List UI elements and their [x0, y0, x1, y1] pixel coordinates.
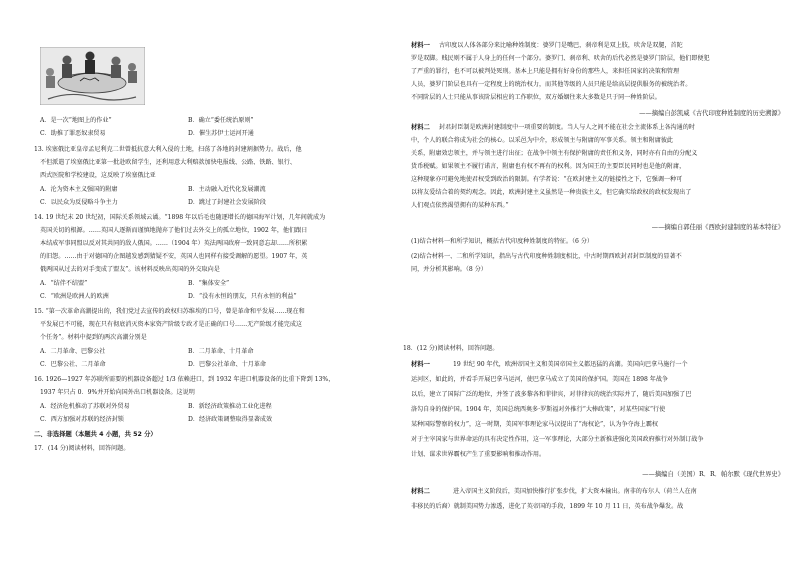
q17-question-2b: 同，并分析其影响。（8 分）	[411, 266, 487, 273]
q15-line-1: 15. “第一次革命高潮提出的，我们党过去宣传的政权归苏维埃的口号，曾是革命和平发展……现在和	[34, 308, 305, 315]
m2-label: 材料二	[411, 124, 430, 131]
m1-line-1: 古印度以人体各部分来比喻种姓制度：婆罗门是嘴巴，刹帝利是双上肢，吠舍是双腿，首陀	[439, 42, 683, 49]
m2-line-1: 封君封臣制是欧洲封建制度中一项重要的制度。当人与人之间不能在社会主流体系上各沟通的时	[439, 124, 695, 131]
q12-option-a: A．是一次“地图上的作业”	[40, 117, 112, 124]
m18-1-line-5: 某种国际警察的权力”，这一时期，美国军事理论家马汉提出了“海权论”，认为争夺海上霸权	[411, 421, 659, 428]
q13-option-c: C．以民众为反侵略斗争主力	[40, 199, 118, 206]
q17-heading: 17．(14 分)阅读材料，回答问题。	[34, 445, 130, 452]
q16-option-a: A．经济危机推动了苏联对外贸易	[40, 403, 130, 410]
q15-option-c: C．巴黎公社、二月革命	[40, 361, 106, 368]
q14-line-1: 14. 19 世纪末 20 世纪初，国际关系领域云谲。“1898 年以后毛也随逐增长的德国海军计划，几年间就成为	[34, 214, 326, 221]
q13-option-d: D．跳过了封建社会发展阶段	[188, 199, 267, 206]
m18-1-line-1: 19 世纪 90 年代，欧洲帝国主义和美国帝国主义都迅猛的高潮。美国向巴拿马施行一个	[453, 361, 688, 368]
political-cartoon-image	[40, 47, 145, 105]
q15-option-a: A．二月革命、巴黎公社	[40, 348, 106, 355]
m18-1-line-2: 运河区，如此的，并看手开展巴拿马运河，使巴拿马成立了美国的保护国。美国在 1898 年战争	[411, 376, 669, 383]
m18-2-line-2: 非移民的后裔）就制美国势力渗透，进化了英帝国的手段，1899 年 10 月 11 日，英布战争爆发。战	[411, 503, 684, 510]
m18-2-line-1: 进入帝国主义阶段后，美国加快推行扩张步伐，扩大资本输出。南非的布尔人（荷兰人在南	[453, 488, 697, 495]
q17-question-1: (1)结合材料一和所学知识，概括古代印度种姓制度的特征。（6 分）	[411, 238, 594, 245]
m2-line-6: 以将友爱结合着的契约观念。因此，欧洲封建主义虽然是一种贵族主义，但它确实给政权的政权发现出了	[411, 189, 692, 196]
m1-source: ——摘编自彭凯威《古代印度种姓制度的历史溯源》	[639, 110, 784, 117]
q12-option-b: B．确立“委任统治原则”	[188, 117, 254, 124]
q14-line-2: 英国关切的根源。……英国人逐渐而谨慎地抛弃了他们过去外交上的孤立地位，1902 年，他们跟日	[40, 227, 308, 234]
m18-1-label: 材料一	[411, 361, 430, 368]
m18-1-source: ——摘编自（美国）R．R．帕尔默《现代世界史》	[642, 471, 784, 478]
q13-option-b: B．主动融入近代化发展潮流	[188, 186, 266, 193]
m2-line-7: 人们观点依然渴望拥有的某种东西。”	[411, 202, 509, 209]
m18-1-line-3: 以后，建立了国际广泛的地位，并签了波多黎各和菲律宾，对菲律宾的统治实际并了，随后美国加强了巴	[411, 391, 692, 398]
q14-option-d: D．“没有永恒的朋友，只有永恒的利益”	[188, 293, 297, 300]
m2-source: ——摘编自郭佳丽《西欧封建制度的基本特征》	[651, 224, 784, 231]
q15-option-d: D．巴黎公社革命、十月革命	[188, 361, 267, 368]
q12-option-c: C．助推了罪恶奴隶贸易	[40, 130, 106, 137]
q13-line-2: 不但派遣了埃塞俄比亚第一批赴欧留学生，还利用意大利赔款加快电报线、公路、铁路、银行、	[40, 159, 296, 166]
q15-line-3: 个任务”。材料中提到的两次高潮分别是	[40, 334, 147, 341]
q16-line-1: 16. 1926—1927 年苏联所需要的机器设备超过 1/3 依赖进口，到 1932 年进口机器设备的比重下降到 13%，	[34, 376, 335, 383]
q13-line-3: 西式医院和学校建设，这反映了埃塞俄比亚	[40, 172, 156, 179]
q14-line-3: 本结成军事同盟以反对其共同的敌人俄国。……（1904 年）英法两国政府一致同意忘却……所积累	[40, 240, 308, 247]
m18-2-label: 材料二	[411, 488, 430, 495]
q15-option-b: B．二月革命、十月革命	[188, 348, 254, 355]
q18-heading: 18．(12 分)阅读材料，回答问题。	[403, 345, 499, 352]
section-heading: 二、非选择题（本题共 4 小题，共 52 分）	[34, 431, 157, 438]
m2-line-3: 关系，附庸效忠领主，并与领主进行出征；在战争中领主有保护附庸的责任和义务，同时亦有自由的分配义	[411, 150, 698, 157]
m2-line-2: 中，个人的联合将成为社会的核心。以采邑为中介，形成领主与附庸的军事关系。领主和附庸彼此	[411, 137, 674, 144]
m18-1-line-7: 计划、谋求世界霸权产生了重要影响和推动作用。	[411, 451, 546, 458]
m18-1-line-6: 对于主宰国家与世界命运的具有决定性作用，这一军事理论，大部分主新推进强化美国政府推行对外制订战争	[411, 436, 704, 443]
m2-line-5: 这种现象亦可避免地使君权受到政治的限制。有学者说：“在欧封建主义的链接性之下，它强调一种可	[411, 176, 683, 183]
q14-line-4: 的旧怨。……由于对德国的企图越发感到猜疑不安，英国人也同样有接受调解的愿望。1907 年，英	[40, 253, 308, 260]
q16-option-c: C．西方加强对苏联的经济封锁	[40, 416, 124, 423]
q16-option-d: D．经济政策调整取得显著成效	[188, 416, 273, 423]
q14-option-b: B．“集体安全”	[188, 280, 230, 287]
m18-1-line-4: 洛勾自身的保护国。1904 年，美国总统西奥多·罗斯福对外推行“大棒政策”，对某些国家“行使	[411, 406, 666, 413]
q16-option-b: B．新经济政策推动工业化进程	[188, 403, 272, 410]
m1-line-3: 了严重的罪行，也不可以被判处死刑。基本上只能是拥有好身份的那些人，来担任国家的决策和管理	[411, 68, 680, 75]
q17-question-2a: (2)结合材料一、二和所学知识，指出与古代印度种姓制度相比，中古时期西欧封君封臣制度的显著不	[411, 253, 682, 260]
q16-line-2: 1937 年只占 0．9%并开始向国外出口机器设备。这说明	[40, 389, 195, 396]
m2-line-4: 货币税赋。如果领主不履行诺言，附庸也有权不再有的权利。因为国王的主要臣民同时也是他的附庸，	[411, 163, 686, 170]
m1-label: 材料一	[411, 42, 430, 49]
m1-line-5: 不同阶层的人士只能从事该阶层相应的工作职位，双方婚姻往来大多数是只于同一种姓阶层。	[411, 94, 661, 101]
q13-option-a: A．沦为资本主义强国的附庸	[40, 186, 118, 193]
q14-option-c: C．“欧洲是欧洲人的欧洲	[40, 293, 109, 300]
m1-line-4: 人员，婆罗门阶层也具有一定程度上的统治权力，而其他等级的人员只能是给高层提供服务的被统治者。	[411, 81, 692, 88]
q14-option-a: A．“结伴不结盟”	[40, 280, 88, 287]
q12-option-d: D．催生苏伊士运河开通	[188, 130, 254, 137]
q15-line-2: 平发展已不可能，现在只有彻底消灭资本家资产阶级专政才是正确的口号……无产阶级才能完成这	[40, 321, 303, 328]
q14-line-5: 俄两国从过去的对手变成了盟友”。该材料反映出英国的外交取向是	[40, 266, 220, 273]
q13-line-1: 13. 埃塞俄比亚皇帝孟尼利克二世曾抵抗意大利入侵的土地，扫荡了各地的封建割据势力。战后，他	[34, 146, 302, 153]
m1-line-2: 罗是双脚。贱民则不属于人身上的任何一个部分。婆罗门、刹帝利、吠舍的后代必然是婆罗门阶层，他们即便犯	[411, 55, 710, 62]
